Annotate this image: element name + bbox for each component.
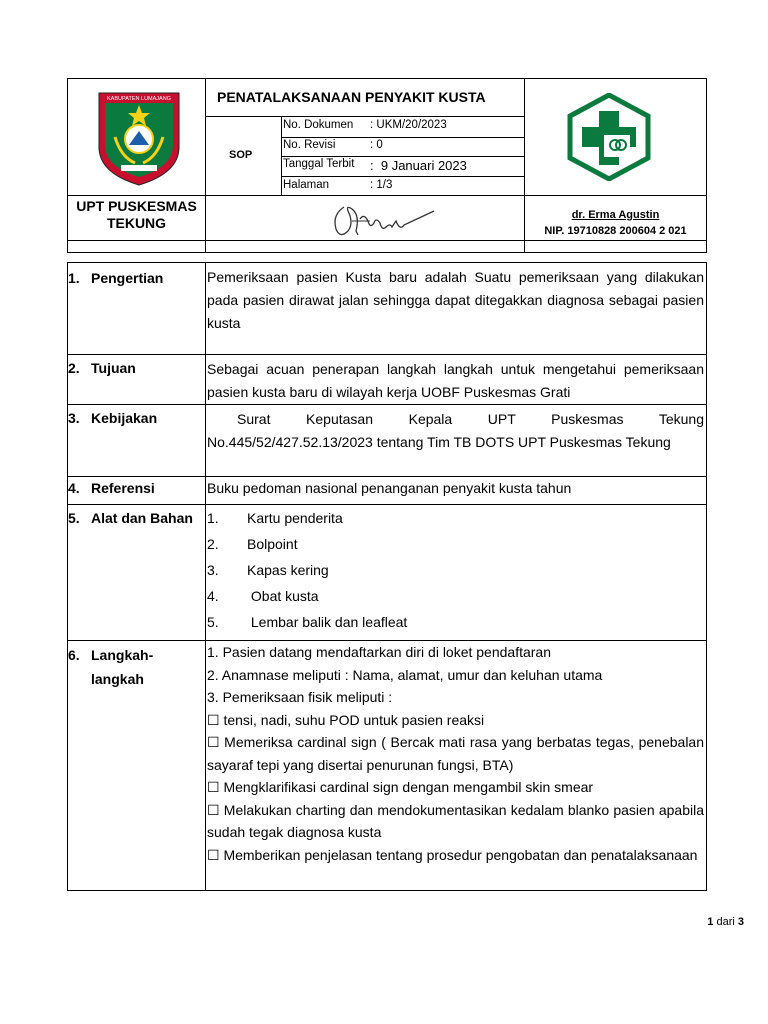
organization-name: UPT PUSKESMAS TEKUNG	[76, 198, 197, 231]
kebijakan-text: Surat Keputasan Kepala UPT Puskesmas Tekung No.445/52/427.52.13/2023 tentang Tim TB DOTS UPT Puskesmas Tekung	[206, 405, 707, 477]
referensi-text: Buku pedoman nasional penanganan penyakit kusta tahun	[206, 477, 707, 505]
step-item: 1. Pasien datang mendaftarkan diri di loket pendaftaran	[207, 644, 552, 660]
section-referensi: 4. Referensi Buku pedoman nasional penanganan penyakit kusta tahun	[68, 477, 707, 505]
step-item: ☐ Memberikan penjelasan tentang prosedur pengobatan dan penatalaksanaan	[207, 846, 698, 863]
page-number: 1 dari 3	[707, 916, 744, 928]
meta-row-tanggal: Tanggal Terbit	[283, 158, 355, 170]
document-header: KABUPATEN LUMAJANG PENATALAKSANAAN PENYAKIT KUSTA SOP No. Dokumen : UKM/20/2023 No. Revisi : 0 Tanggal Terbit : 9 Januari 2023 Halaman : 1/3 UPT PUSKESMAS TEKUNG dr. Erma Agustin NIP. 19710828 200604 2 021	[67, 78, 707, 253]
page-count: 1/3	[376, 179, 393, 191]
list-item: 4. Obat kusta	[207, 588, 319, 604]
svg-text:KABUPATEN LUMAJANG: KABUPATEN LUMAJANG	[107, 96, 171, 102]
step-item: 3. Pemeriksaan fisik meliputi :	[207, 689, 393, 705]
meta-row-revisi: No. Revisi	[283, 139, 336, 151]
list-item: 2. Bolpoint	[207, 536, 298, 552]
sop-label: SOP	[229, 149, 253, 161]
meta-row-dokumen: No. Dokumen	[283, 119, 354, 131]
section-kebijakan: 3. Kebijakan Surat Keputasan Kepala UPT Puskesmas Tekung No.445/52/427.52.13/2023 tentang Tim TB DOTS UPT Puskesmas Tekung	[68, 405, 707, 477]
puskesmas-logo	[566, 93, 652, 186]
section-tujuan: 2. Tujuan Sebagai acuan penerapan langkah langkah untuk mengetahui pemeriksaan pasien kusta baru di wilayah kerja UOBF Puskesmas Grati	[68, 355, 707, 405]
step-item: ☐ Mengklarifikasi cardinal sign dengan mengambil skin smear	[207, 779, 594, 795]
section-pengertian: 1. Pengertian Pemeriksaan pasien Kusta baru adalah Suatu pemeriksaan yang dilakukan pada pasien dirawat jalan sehingga dapat ditegakkan diagnosa sebagai pasien kusta	[68, 263, 707, 355]
step-item: 2. Anamnase meliputi : Nama, alamat, umur dan keluhan utama	[207, 666, 603, 683]
section-langkah: 6. Langkah- langkah 1. Pasien datang mendaftarkan diri di loket pendaftaran 2. Anamnase meliputi : Nama, alamat, umur dan keluhan utama 3. Pemeriksaan fisik meliputi : ☐ tensi, nadi, suhu POD untuk pasien reaksi ☐ Memeriksa cardinal sign ( Bercak mati rasa yang berbatas tegas, penebalan sayaraf tepi yang disertai penurunan fungsi, BTA) ☐ Mengklarifikasi cardinal sign dengan mengambil skin smear ☐ Melakukan charting dan mendokumentasikan kedalam blanko pasien apabila sudah tegak diagnosa kusta ☐ Memberikan penjelasan tentang prosedur pengobatan dan penatalaksanaan	[68, 641, 707, 891]
section-alat-bahan: 5. Alat dan Bahan 1. Kartu penderita 2. Bolpoint 3. Kapas kering 4. Obat kusta 5. Lembar balik dan leafleat	[68, 505, 707, 641]
list-item: 5. Lembar balik dan leafleat	[207, 614, 408, 630]
signature	[330, 201, 440, 246]
kabupaten-lumajang-logo	[95, 87, 183, 192]
doc-number: UKM/20/2023	[376, 119, 447, 131]
meta-row-halaman: Halaman	[283, 179, 330, 191]
list-item: 3. Kapas kering	[207, 562, 329, 578]
pengertian-text: Pemeriksaan pasien Kusta baru adalah Suatu pemeriksaan yang dilakukan pada pasien dirawat jalan sehingga dapat ditegakkan diagnosa sebagai pasien kusta	[206, 263, 707, 355]
sop-content-table	[67, 262, 707, 891]
document-title: PENATALAKSANAAN PENYAKIT KUSTA	[217, 89, 486, 105]
list-item: 1. Kartu penderita	[207, 510, 343, 526]
revision-number: 0	[376, 139, 383, 151]
step-item: ☐ Memeriksa cardinal sign ( Bercak mati rasa yang berbatas tegas, penebalan sayaraf tepi yang disertai penurunan fungsi, BTA)	[207, 734, 704, 773]
step-item: ☐ tensi, nadi, suhu POD untuk pasien reaksi	[207, 711, 485, 728]
tujuan-text: Sebagai acuan penerapan langkah langkah untuk mengetahui pemeriksaan pasien kusta baru di wilayah kerja UOBF Puskesmas Grati	[206, 355, 707, 405]
issue-date: 9 Januari 2023	[380, 158, 467, 173]
step-item: ☐ Melakukan charting dan mendokumentasikan kedalam blanko pasien apabila sudah tegak diagnosa kusta	[207, 801, 704, 840]
signer-nip: NIP. 19710828 200604 2 021	[544, 225, 687, 237]
signer-name: dr. Erma Agustin	[571, 209, 660, 221]
